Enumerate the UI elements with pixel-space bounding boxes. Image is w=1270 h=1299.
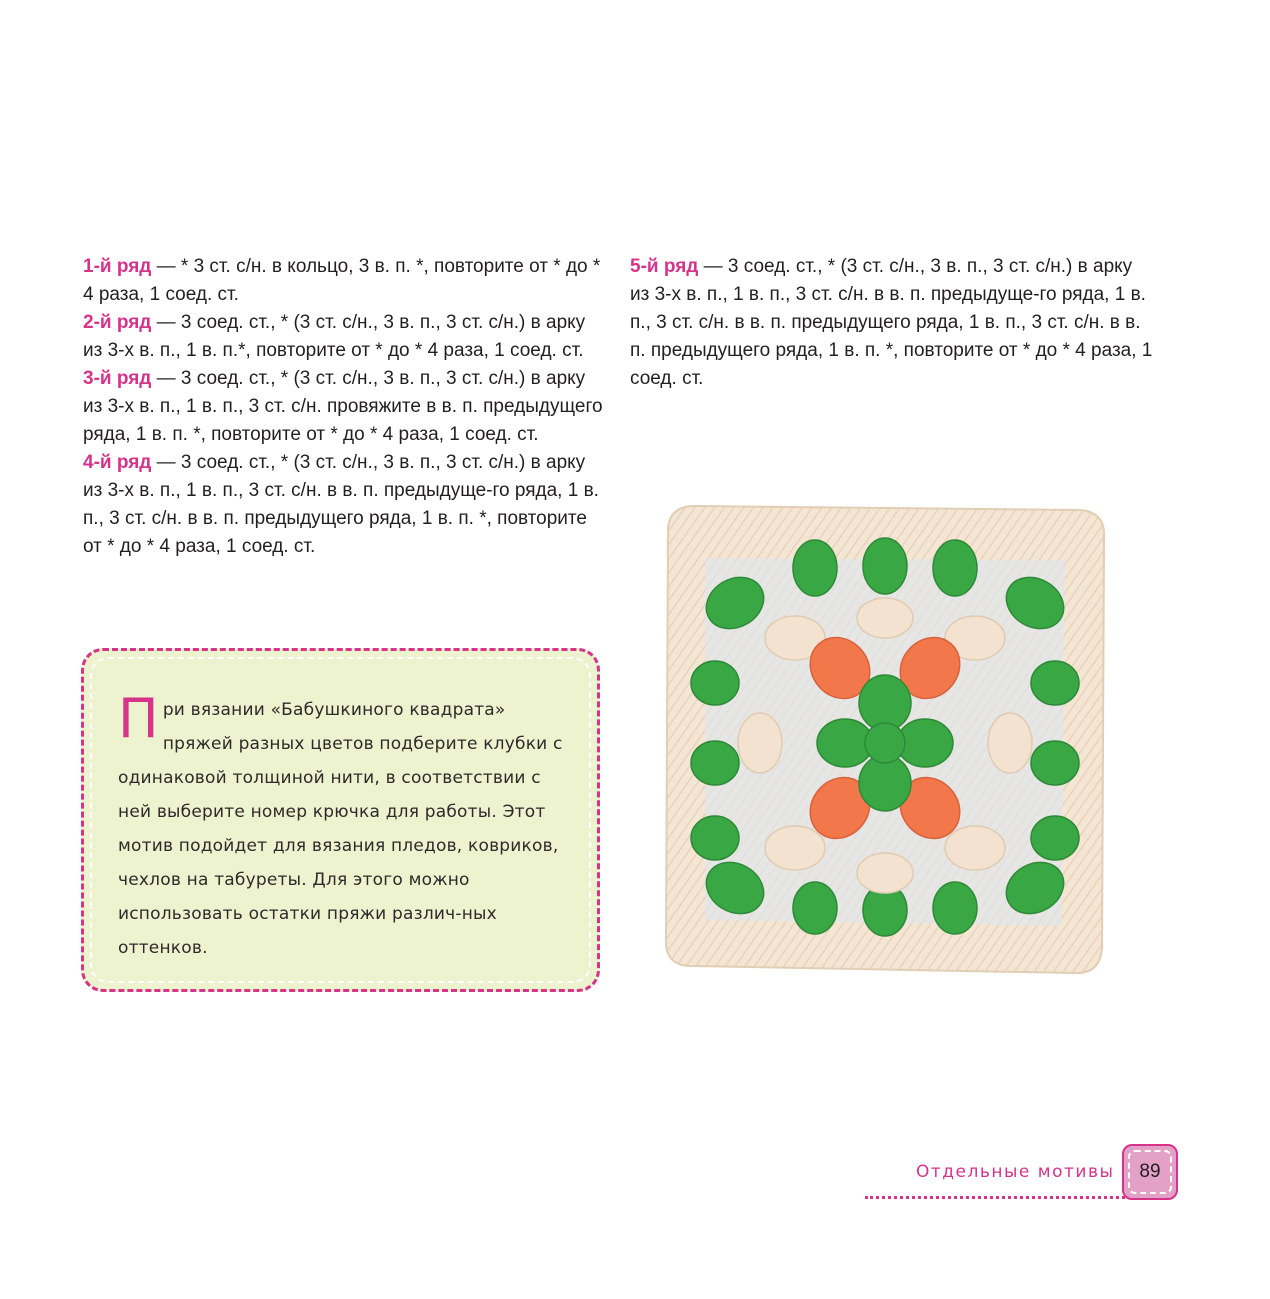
row-3-instruction bbox=[83, 365, 608, 449]
row-4-text: — 3 соед. ст., * (3 ст. с/н., 3 в. п., 3 ст. с/н.) в арку из 3-х в. п., 1 в. п., 3 ст. с/н. в в. п. предыдуще-го ряда, 1 в. п., 3 ст. с/н. в в. п. предыдущего ряда, 1 в. п. *, повторите от * до * 4 раза, 1 соед. ст. bbox=[83, 452, 599, 557]
row-2-label: 2-й ряд bbox=[83, 312, 152, 333]
row-4-label: 4-й ряд bbox=[83, 452, 152, 473]
instructions-right-column bbox=[630, 253, 1155, 393]
row-1-text: — * 3 ст. с/н. в кольцо, 3 в. п. *, повторите от * до * 4 раза, 1 соед. ст. bbox=[83, 256, 601, 305]
row-2-instruction bbox=[83, 309, 608, 365]
tip-drop-cap: П bbox=[118, 687, 159, 750]
row-2-text: — 3 соед. ст., * (3 ст. с/н., 3 в. п., 3 ст. с/н.) в арку из 3-х в. п., 1 в. п.*, повторите от * до * 4 раза, 1 соед. ст. bbox=[83, 312, 586, 361]
tip-box bbox=[81, 648, 600, 992]
row-5-label: 5-й ряд bbox=[630, 256, 699, 277]
row-4-instruction bbox=[83, 449, 608, 561]
instructions-left-column bbox=[83, 253, 608, 561]
granny-square-photo bbox=[610, 488, 1170, 1003]
page-number-badge bbox=[1122, 1144, 1178, 1200]
page-number: 89 bbox=[1128, 1150, 1172, 1194]
tip-body: ри вязании «Бабушкиного квадрата» пряжей разных цветов подберите клубки с одинаковой толщиной нити, в соответствии с ней выберите номер крючка для работы. Этот мотив подойдет для вязания пледов, ковриков, чехлов на табуреты. Для этого можно использовать остатки пряжи различ-ных оттенков. bbox=[118, 700, 563, 958]
row-1-label: 1-й ряд bbox=[83, 256, 152, 277]
row-3-text: — 3 соед. ст., * (3 ст. с/н., 3 в. п., 3 ст. с/н.) в арку из 3-х в. п., 1 в. п., 3 ст. с/н. провяжите в в. п. предыдущего ряда, 1 в. п. *, повторите от * до * 4 раза, 1 соед. ст. bbox=[83, 368, 603, 445]
section-title: Отдельные мотивы bbox=[916, 1162, 1115, 1182]
footer-dotted-line bbox=[865, 1196, 1125, 1199]
row-3-label: 3-й ряд bbox=[83, 368, 152, 389]
tip-text bbox=[118, 687, 578, 965]
row-5-text: — 3 соед. ст., * (3 ст. с/н., 3 в. п., 3 ст. с/н.) в арку из 3-х в. п., 1 в. п., 3 ст. с/н. в в. п. предыдуще-го ряда, 1 в. п., 3 ст. с/н. в в. п. предыдущего ряда, 1 в. п., 3 ст. с/н. в в. п. предыдущего ряда, 1 в. п. *, повторите от * до * 4 раза, 1 соед. ст. bbox=[630, 256, 1153, 389]
row-5-instruction bbox=[630, 253, 1155, 393]
row-1-instruction bbox=[83, 253, 608, 309]
